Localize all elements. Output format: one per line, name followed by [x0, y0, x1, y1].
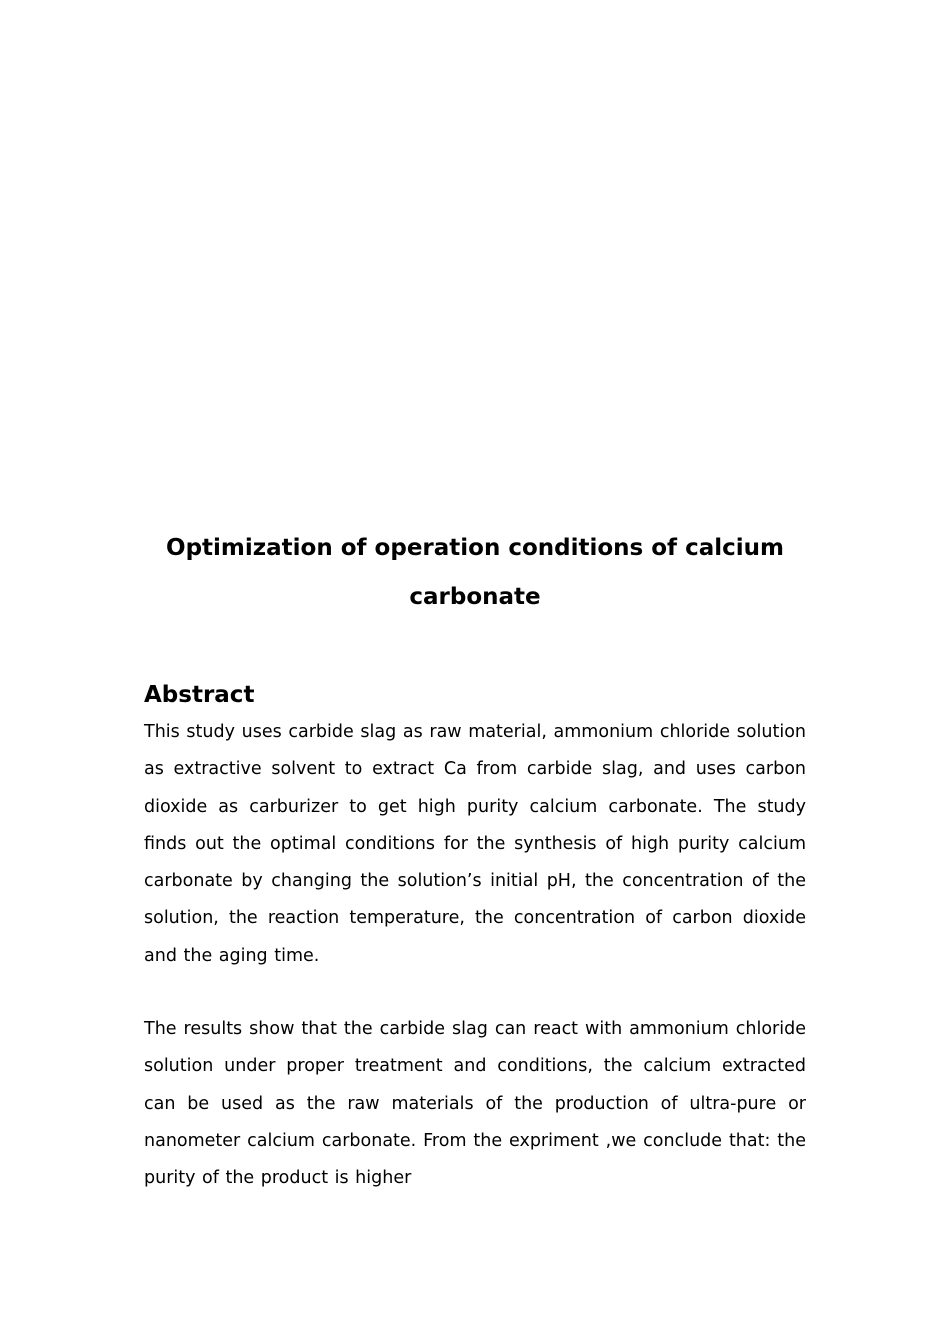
- paper-title: Optimization of operation conditions of calcium carbonate: [166, 535, 784, 610]
- abstract-heading: Abstract: [144, 682, 255, 708]
- abstract-paragraph: This study uses carbide slag as raw material, ammonium chloride solution as extractive solvent to extract Ca from carbide slag, and uses carbon dioxide as carburizer to get high purity calcium carbonate. The study finds out the optimal conditions for the synthesis of high purity calcium carbonate by changing the solution’s initial pH, the concentration of the solution, the reaction temperature, the concentration of carbon dioxide and the aging time.: [144, 722, 806, 966]
- abstract-paragraph: The results show that the carbide slag can react with ammonium chloride solution under proper treatment and conditions, the calcium extracted can be used as the raw materials of the production of ultra-pure or nanometer calcium carbonate. From the expriment ,we conclude that: the purity of the product is higher: [144, 1019, 806, 1189]
